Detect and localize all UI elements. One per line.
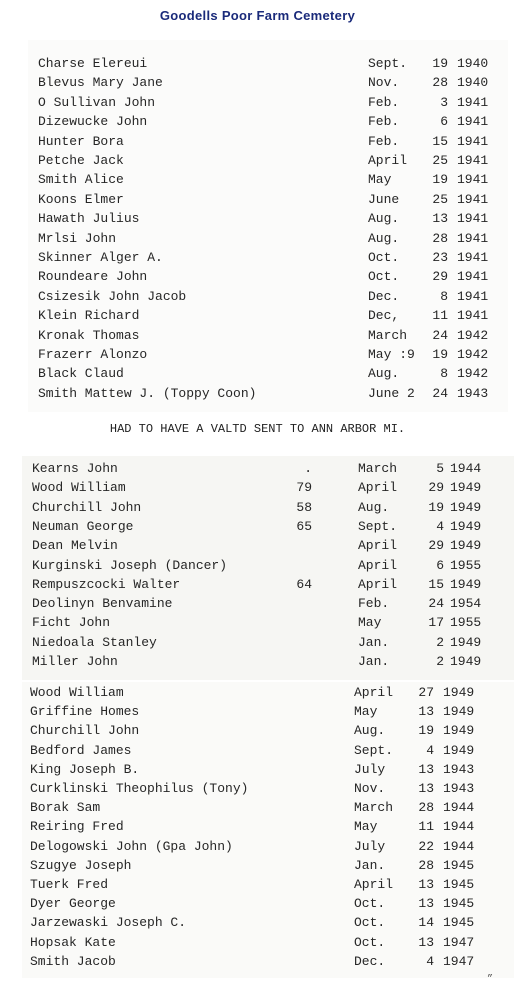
burial-entry	[22, 721, 514, 740]
entry-name: Charse Elereui	[38, 56, 148, 71]
entry-year: 1949	[450, 634, 482, 650]
burial-entry	[28, 209, 508, 228]
entry-name: Blevus Mary Jane	[38, 75, 163, 91]
entry-name: Hunter Bora	[38, 133, 124, 149]
entry-day: 8	[440, 288, 448, 304]
entry-day: 14	[418, 915, 434, 931]
burial-entry	[28, 229, 508, 248]
entry-day: 5	[436, 461, 444, 476]
entry-year: 1940	[457, 56, 489, 71]
burial-entry	[22, 837, 514, 856]
burial-entry	[28, 132, 508, 151]
burial-entry	[28, 54, 508, 73]
entry-day: 22	[418, 838, 434, 854]
burial-entry	[28, 190, 508, 209]
entry-month: Nov.	[354, 781, 386, 796]
entry-name: Dyer George	[30, 896, 116, 912]
entry-year: 1949	[450, 518, 482, 534]
entry-day: 28	[432, 75, 448, 91]
entry-name: Bedford James	[30, 742, 132, 758]
entry-month: May	[354, 819, 378, 835]
page-title: Goodells Poor Farm Cemetery	[159, 8, 356, 23]
entry-month: Feb.	[368, 114, 400, 130]
entry-year: 1944	[443, 800, 475, 816]
entry-month: Dec,	[368, 308, 400, 324]
entry-month: Jan.	[358, 654, 390, 669]
entry-name: King Joseph B.	[30, 761, 140, 777]
entry-year: 1949	[450, 480, 482, 496]
entry-day: 24	[432, 385, 448, 401]
entry-month: April	[354, 877, 394, 892]
entry-day: 4	[426, 953, 434, 969]
entry-month: April	[358, 480, 398, 496]
entry-month: May :9	[368, 347, 415, 362]
entry-month: Sept.	[354, 742, 394, 758]
burial-entry	[28, 287, 508, 306]
burial-entry	[28, 267, 508, 286]
entry-year: 1941	[457, 230, 489, 246]
burial-entry	[22, 613, 514, 632]
entry-day: 15	[428, 576, 444, 592]
entry-day: 2	[436, 634, 444, 650]
entry-day: 19	[432, 172, 448, 188]
entry-day: 28	[418, 857, 434, 873]
entry-month: Oct.	[354, 896, 386, 912]
entry-year: 1949	[450, 576, 482, 592]
entry-year: 1945	[443, 915, 475, 931]
entry-year: 1949	[443, 742, 475, 758]
entry-month: Feb.	[368, 94, 400, 110]
entry-year: 1949	[450, 654, 482, 669]
entry-year: 1955	[450, 615, 482, 631]
entry-day: 28	[418, 800, 434, 816]
entry-month: July	[354, 838, 386, 854]
entry-year: 1945	[443, 857, 475, 873]
entry-day: 29	[428, 480, 444, 496]
burial-entry	[22, 683, 514, 702]
entry-day: 23	[432, 250, 448, 265]
entry-month: Feb.	[368, 133, 400, 149]
burial-entry	[22, 741, 514, 760]
burial-entry	[28, 73, 508, 92]
burial-list-1943-1947	[22, 682, 514, 978]
entry-month: April	[368, 153, 408, 168]
entry-year: 1943	[443, 781, 475, 796]
entry-day: 24	[432, 327, 448, 343]
entry-month: June	[368, 191, 400, 207]
entry-year: 1941	[457, 153, 489, 168]
entry-day: 19	[428, 499, 444, 515]
entry-name: Mrlsi John	[38, 230, 117, 246]
burial-entry	[22, 913, 514, 932]
entry-year: 1941	[457, 250, 489, 265]
entry-name: Niedoala Stanley	[32, 634, 157, 650]
entry-year: 1949	[443, 723, 475, 739]
entry-month: March	[358, 461, 398, 476]
entry-month: Aug.	[368, 211, 400, 227]
entry-year: 1954	[450, 596, 482, 612]
burial-entry	[22, 779, 514, 798]
entry-name: Griffine Homes	[30, 704, 140, 720]
entry-year: 1941	[457, 133, 489, 149]
burial-entry	[28, 345, 508, 364]
burial-entry	[28, 364, 508, 383]
entry-month: Jan.	[354, 857, 386, 873]
entry-month: Aug.	[354, 723, 386, 739]
entry-month: April	[358, 538, 398, 554]
entry-year: 1941	[457, 308, 489, 324]
burial-entry	[22, 760, 514, 779]
entry-name: Hawath Julius	[38, 211, 140, 227]
burial-entry	[28, 151, 508, 170]
page-mark: „	[487, 968, 494, 979]
burial-entry	[22, 856, 514, 875]
burial-entry	[28, 112, 508, 131]
entry-age: 58	[296, 499, 312, 515]
entry-month: April	[358, 576, 398, 592]
entry-name: Jarzewaski Joseph C.	[30, 915, 187, 931]
entry-day: 17	[428, 615, 444, 631]
entry-day: 11	[432, 308, 448, 324]
entry-year: 1949	[443, 704, 475, 720]
entry-month: Sept.	[368, 56, 408, 71]
entry-name: Frazerr Alonzo	[38, 347, 148, 362]
entry-month: Oct.	[368, 250, 400, 265]
entry-year: 1945	[443, 896, 475, 912]
burial-entry	[22, 875, 514, 894]
entry-day: 13	[418, 934, 434, 950]
entry-month: Dec.	[354, 953, 386, 969]
entry-name: O Sullivan John	[38, 94, 156, 110]
entry-name: Ficht John	[32, 615, 111, 631]
entry-year: 1941	[457, 114, 489, 130]
entry-month: Aug.	[368, 230, 400, 246]
entry-month: June 2	[368, 385, 415, 401]
entry-name: Wood William	[32, 480, 126, 496]
entry-name: Hopsak Kate	[30, 934, 116, 950]
entry-year: 1947	[443, 934, 475, 950]
entry-day: 3	[440, 94, 448, 110]
burial-entry	[22, 894, 514, 913]
entry-month: Feb.	[358, 596, 390, 612]
burial-entry	[22, 817, 514, 836]
entry-day: 2	[436, 654, 444, 669]
entry-age: 79	[296, 480, 312, 496]
entry-name: Smith Jacob	[30, 953, 116, 969]
entry-name: Roundeare John	[38, 269, 148, 285]
entry-day: 25	[432, 153, 448, 168]
entry-year: 1942	[457, 347, 489, 362]
burial-entry	[28, 93, 508, 112]
entry-name: Churchill John	[30, 723, 140, 739]
entry-year: 1945	[443, 877, 475, 892]
burial-entry	[22, 459, 514, 478]
entry-name: Szugye Joseph	[30, 857, 132, 873]
entry-day: 29	[432, 269, 448, 285]
entry-day: 11	[418, 819, 434, 835]
entry-month: Oct.	[368, 269, 400, 285]
entry-year: 1941	[457, 288, 489, 304]
entry-month: April	[358, 557, 398, 573]
entry-name: Csizesik John Jacob	[38, 288, 187, 304]
entry-month: May	[368, 172, 392, 188]
burial-entry	[28, 170, 508, 189]
entry-day: 4	[436, 518, 444, 534]
entry-name: Kronak Thomas	[38, 327, 140, 343]
burial-entry	[22, 517, 514, 536]
entry-year: 1944	[443, 838, 475, 854]
entry-year: 1942	[457, 366, 489, 382]
burial-entry	[22, 556, 514, 575]
entry-day: 6	[440, 114, 448, 130]
entry-day: 13	[432, 211, 448, 227]
entry-day: 19	[432, 56, 448, 71]
entry-day: 19	[432, 347, 448, 362]
entry-month: Oct.	[354, 934, 386, 950]
entry-name: Koons Elmer	[38, 191, 124, 207]
entry-name: Klein Richard	[38, 308, 140, 324]
entry-day: 19	[418, 723, 434, 739]
entry-name: Kurginski Joseph (Dancer)	[32, 557, 228, 573]
entry-name: Kearns John	[32, 461, 118, 476]
entry-day: 24	[428, 596, 444, 612]
entry-name: Tuerk Fred	[30, 877, 109, 892]
burial-entry	[22, 536, 514, 555]
burial-entry	[22, 652, 514, 671]
entry-year: 1944	[450, 461, 482, 476]
entry-name: Miller John	[32, 654, 118, 669]
entry-month: Sept.	[358, 518, 398, 534]
entry-year: 1941	[457, 94, 489, 110]
entry-year: 1955	[450, 557, 482, 573]
entry-day: 28	[432, 230, 448, 246]
burial-entry	[22, 702, 514, 721]
burial-list-1940-1943	[28, 40, 508, 412]
entry-name: Delogowski John (Gpa John)	[30, 838, 233, 854]
entry-month: July	[354, 761, 386, 777]
entry-month: Jan.	[358, 634, 390, 650]
burial-entry	[28, 248, 508, 267]
entry-day: 8	[440, 366, 448, 382]
entry-day: 13	[418, 704, 434, 720]
entry-day: 29	[428, 538, 444, 554]
entry-name: Rempuszcocki Walter	[32, 576, 181, 592]
burial-entry	[22, 594, 514, 613]
entry-year: 1943	[443, 761, 475, 777]
burial-entry	[22, 498, 514, 517]
entry-day: 27	[418, 685, 434, 700]
entry-name: Black Claud	[38, 366, 124, 382]
entry-month: May	[358, 615, 382, 631]
entry-name: Deolinyn Benvamine	[32, 596, 173, 612]
burial-entry	[22, 575, 514, 594]
entry-age: 65	[296, 518, 312, 534]
entry-month: May	[354, 704, 378, 720]
burial-entry	[22, 933, 514, 952]
entry-name: Smith Alice	[38, 172, 124, 188]
entry-month: Aug.	[368, 366, 400, 382]
entry-day: 4	[426, 742, 434, 758]
entry-name: Petche Jack	[38, 153, 124, 168]
burial-entry	[22, 633, 514, 652]
entry-month: March	[354, 800, 394, 816]
entry-month: Aug.	[358, 499, 390, 515]
entry-name: Dean Melvin	[32, 538, 118, 554]
entry-name: Borak Sam	[30, 800, 101, 816]
burial-entry	[28, 384, 508, 403]
entry-year: 1949	[450, 499, 482, 515]
entry-month: Dec.	[368, 288, 400, 304]
entry-year: 1949	[443, 685, 475, 700]
entry-name: Smith Mattew J. (Toppy Coon)	[38, 385, 257, 401]
burial-list-with-ages	[22, 456, 514, 680]
entry-month: April	[354, 685, 394, 700]
burial-entry	[28, 306, 508, 325]
entry-name: Dizewucke John	[38, 114, 148, 130]
entry-name: Wood William	[30, 685, 124, 700]
entry-year: 1941	[457, 172, 489, 188]
burial-entry	[22, 798, 514, 817]
burial-entry	[22, 478, 514, 497]
entry-year: 1941	[457, 269, 489, 285]
entry-day: 13	[418, 781, 434, 796]
burial-entry	[22, 952, 514, 971]
entry-month: Nov.	[368, 75, 400, 91]
entry-name: Reiring Fred	[30, 819, 124, 835]
entry-month: Oct.	[354, 915, 386, 931]
entry-month: March	[368, 327, 408, 343]
burial-entry	[28, 326, 508, 345]
entry-year: 1942	[457, 327, 489, 343]
entry-year: 1941	[457, 211, 489, 227]
entry-year: 1941	[457, 191, 489, 207]
entry-day: 25	[432, 191, 448, 207]
entry-name: Churchill John	[32, 499, 142, 515]
entry-year: 1940	[457, 75, 489, 91]
entry-year: 1949	[450, 538, 482, 554]
entry-name: Neuman George	[32, 518, 134, 534]
entry-name: Curklinski Theophilus (Tony)	[30, 781, 249, 796]
entry-day: 13	[418, 761, 434, 777]
entry-year: 1943	[457, 385, 489, 401]
entry-year: 1944	[443, 819, 475, 835]
entry-age: 64	[296, 576, 312, 592]
entry-age: .	[304, 461, 312, 476]
entry-name: Skinner Alger A.	[38, 250, 163, 265]
entry-year: 1947	[443, 953, 475, 969]
entry-day: 15	[432, 133, 448, 149]
entry-day: 13	[418, 877, 434, 892]
entry-day: 6	[436, 557, 444, 573]
vault-note: HAD TO HAVE A VALTD SENT TO ANN ARBOR MI.	[109, 422, 406, 436]
entry-day: 13	[418, 896, 434, 912]
